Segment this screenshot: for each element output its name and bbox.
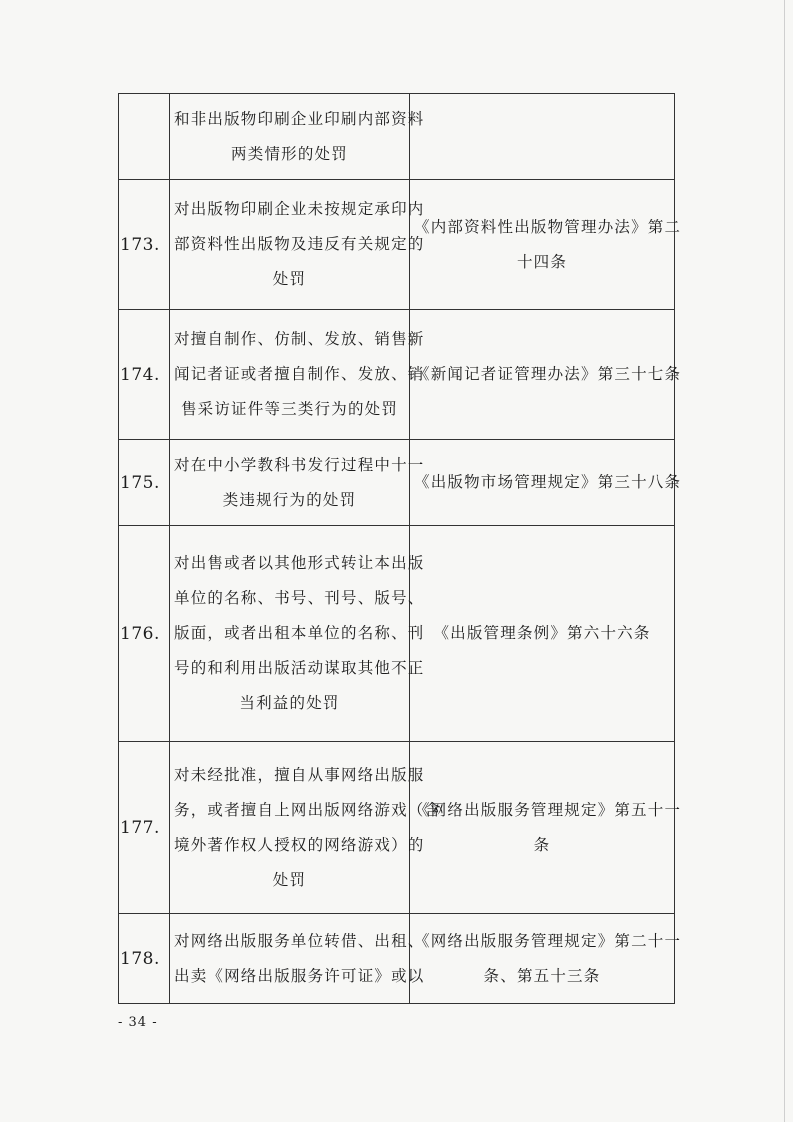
penalty-item-line: 处罚 — [272, 270, 307, 288]
penalty-item-line: 出卖《网络出版服务许可证》或以 — [174, 966, 425, 985]
row-number — [119, 94, 170, 180]
penalty-item-line: 对出售或者以其他形式转让本出版 — [174, 554, 425, 572]
penalty-item — [170, 914, 425, 1004]
penalty-item-line: 对出版物印刷企业未按规定承印内 — [174, 200, 425, 218]
legal-basis — [410, 914, 682, 1004]
penalty-item-line: 两类情形的处罚 — [231, 144, 348, 163]
penalty-item-line: 务，或者擅自上网出版网络游戏（含 — [174, 800, 442, 819]
table-row — [119, 180, 675, 310]
row-number: 173. — [119, 180, 170, 310]
legal-basis-line: 《新闻记者证管理办法》第三十七条 — [414, 365, 682, 383]
penalty-item-line: 对网络出版服务单位转借、出租、 — [174, 931, 425, 950]
penalty-item-line: 对擅自制作、仿制、发放、销售新 — [174, 330, 425, 348]
legal-basis-line: 《出版管理条例》第六十六条 — [433, 624, 651, 642]
penalty-item-line: 对在中小学教科书发行过程中十一 — [174, 455, 425, 474]
row-number: 174. — [119, 310, 170, 440]
table-row — [119, 914, 675, 1004]
penalty-item-line: 售采访证件等三类行为的处罚 — [180, 400, 399, 418]
penalty-item-line: 闻记者证或者擅自制作、发放、销 — [174, 365, 425, 383]
page-edge — [784, 0, 785, 1122]
penalty-item-line: 类违规行为的处罚 — [222, 490, 357, 509]
penalty-item — [170, 94, 425, 180]
penalty-item-line: 对未经批准，擅自从事网络出版服 — [174, 765, 425, 784]
penalty-item — [170, 440, 425, 526]
penalty-item — [170, 180, 425, 310]
penalty-item — [170, 742, 442, 914]
table-row — [119, 310, 675, 440]
legal-basis-line: 《网络出版服务管理规定》第五十一 — [414, 800, 682, 819]
table-row — [119, 742, 675, 914]
row-number: 178. — [119, 914, 170, 1004]
legal-basis-line: 《网络出版服务管理规定》第二十一 — [414, 931, 682, 950]
table-row — [119, 526, 675, 742]
penalty-table-body — [119, 94, 682, 1004]
legal-basis — [410, 526, 675, 742]
penalty-item-line: 号的和利用出版活动谋取其他不正 — [174, 659, 425, 677]
row-number: 175. — [119, 440, 170, 526]
penalty-item-line: 部资料性出版物及违反有关规定的 — [174, 235, 425, 253]
legal-basis-line: 《内部资料性出版物管理办法》第二 — [414, 217, 682, 236]
legal-basis-line: 条、第五十三条 — [483, 966, 601, 985]
penalty-item-line: 处罚 — [272, 870, 307, 889]
legal-basis — [410, 94, 675, 180]
penalty-item-line: 和非出版物印刷企业印刷内部资料 — [174, 109, 425, 128]
penalty-item — [170, 526, 425, 742]
legal-basis — [410, 180, 682, 310]
table-row — [119, 440, 675, 526]
penalty-item-line: 当利益的处罚 — [239, 694, 340, 712]
penalty-item-line: 境外著作权人授权的网络游戏）的 — [174, 835, 425, 854]
penalty-item — [170, 310, 425, 440]
page-number: - 34 - — [118, 1015, 158, 1030]
legal-basis-line: 条 — [533, 835, 551, 854]
penalty-item-line: 单位的名称、书号、刊号、版号、 — [174, 589, 425, 607]
penalty-table — [118, 93, 682, 1004]
penalty-item-line: 版面，或者出租本单位的名称、刊 — [174, 624, 425, 642]
legal-basis — [410, 440, 682, 526]
table-row — [119, 94, 675, 180]
legal-basis — [410, 310, 682, 440]
legal-basis-line: 《出版物市场管理规定》第三十八条 — [414, 473, 682, 491]
row-number: 177. — [119, 742, 170, 914]
row-number: 176. — [119, 526, 170, 742]
legal-basis-line: 十四条 — [516, 252, 568, 271]
legal-basis — [410, 742, 682, 914]
